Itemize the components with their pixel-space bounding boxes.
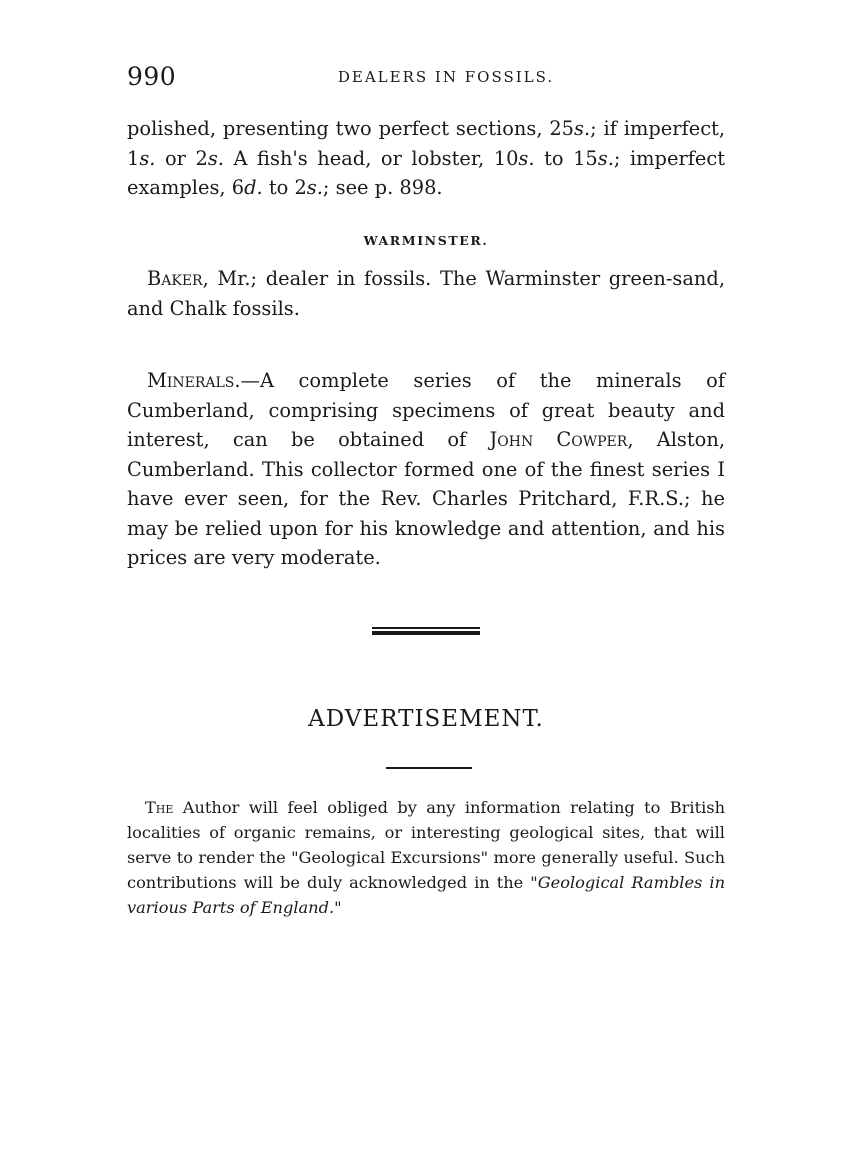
dealer-name: John Cowper [489,428,628,451]
paragraph-minerals [127,366,725,573]
currency-abbrev: s. [574,117,591,140]
short-rule-divider [386,767,472,769]
dealer-name: Baker [147,267,203,290]
paragraph-baker [127,264,725,323]
text-run: or 2 [155,146,208,170]
currency-abbrev: d. [244,176,263,199]
text-run: Author will feel obliged by any information relating to British localities of organic remains, or interesting geological sites, that will serve to render the "Geological Excursions" more generally useful. Such contributions will be duly acknowledged in the [127,798,725,892]
currency-abbrev: s. [306,176,323,199]
text-run: to 15 [534,146,598,170]
book-title-italic: "Geological Rambles in various Parts of England." [127,873,725,917]
text-run: A fish's head, or lobster, 10 [223,146,519,170]
rule-thick [372,631,480,635]
currency-abbrev: s. [207,146,224,170]
paragraph-prices [127,114,725,203]
currency-abbrev: s. [139,146,156,170]
text-run: , Alston, Cumberland. This collector formed one of the finest series I have ever seen, for the Rev. Charles Pritchard, F.R.S.; he may be relied upon for his knowledge and attention, and his prices are very moderate. [127,428,726,569]
currency-abbrev: s. [597,146,614,170]
page-number: 990 [127,62,177,91]
running-head: DEALERS IN FOSSILS. [337,68,555,86]
text-run: polished, presenting two perfect sections, 25 [127,117,575,140]
advertisement-title: ADVERTISEMENT. [308,706,544,732]
currency-abbrev: s. [518,146,535,170]
advertisement-text [127,795,725,920]
double-rule-divider [372,627,480,635]
text-run: ; see p. 898. [322,176,443,199]
section-heading: WARMINSTER. [363,233,489,248]
text-run: ; imperfect examples, 6 [127,146,726,199]
rule-thin [372,627,480,629]
ad-lead: The [145,798,174,817]
page-header [127,62,725,96]
entry-lead: Minerals [147,369,235,392]
text-run: .—A complete series of the minerals of Cumberland, comprising specimens of great beauty and interest, can be obtained of [127,369,725,451]
text-run: ; if imperfect, 1 [127,117,726,170]
text-run: to 2 [262,176,307,199]
text-run: , Mr.; dealer in fossils. The Warminster green-sand, and Chalk fossils. [127,267,725,320]
